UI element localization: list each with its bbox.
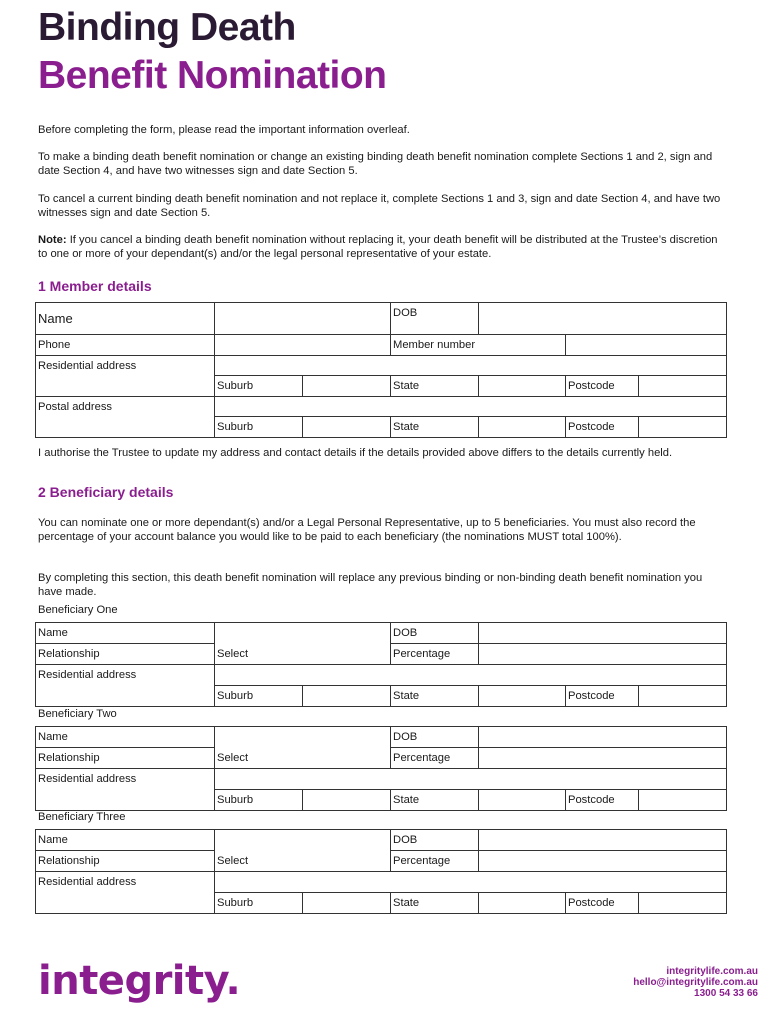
- beneficiary-two-residential-field[interactable]: [215, 769, 727, 790]
- beneficiary-one-table: [35, 622, 727, 707]
- beneficiary-two-percentage-field[interactable]: [479, 748, 727, 769]
- intro-paragraph-1: Before completing the form, please read the important information overleaf.: [38, 124, 410, 136]
- website-link[interactable]: integritylife.com.au: [666, 966, 758, 977]
- beneficiary-one-residential-label: Residential address: [36, 665, 215, 686]
- member-name-label: Name: [36, 303, 215, 335]
- authorise-text: I authorise the Trustee to update my address and contact details if the details provided above differs to the details currently held.: [38, 447, 673, 459]
- beneficiary-one-state-label: State: [391, 686, 479, 707]
- beneficiary-two-dob-label: DOB: [391, 727, 479, 748]
- residential-state-field[interactable]: [479, 376, 566, 397]
- postal-suburb-label: Suburb: [215, 417, 303, 438]
- beneficiary-three-dob-label: DOB: [391, 830, 479, 851]
- residential-postcode-field[interactable]: [639, 376, 727, 397]
- postal-suburb-field[interactable]: [303, 417, 391, 438]
- integrity-logo: integrity.: [38, 958, 241, 1004]
- section2-heading: 2 Beneficiary details: [38, 484, 174, 500]
- section1-heading: 1 Member details: [38, 278, 152, 294]
- beneficiary-two-relationship-label: Relationship: [36, 748, 215, 769]
- beneficiary-two-postcode-field[interactable]: [639, 790, 727, 811]
- beneficiary-one-residential-field[interactable]: [215, 665, 727, 686]
- postal-address-label: Postal address: [36, 397, 215, 417]
- intro-paragraph-2: To make a binding death benefit nomination or change an existing binding death benefit nomination complete Sections 1 and 2, sign and date Section 4, and have two witnesses sign and date Section 5.: [38, 151, 713, 177]
- beneficiary-three-relationship-select[interactable]: Select: [215, 851, 391, 872]
- beneficiary-two-postcode-label: Postcode: [566, 790, 639, 811]
- contact-block: [633, 966, 758, 999]
- beneficiary-one-postcode-label: Postcode: [566, 686, 639, 707]
- beneficiary-two-dob-field[interactable]: [479, 727, 727, 748]
- member-dob-field[interactable]: [479, 303, 727, 335]
- residential-state-label: State: [391, 376, 479, 397]
- beneficiary-one-title: Beneficiary One: [38, 604, 118, 616]
- phone-number: 1300 54 33 66: [694, 988, 758, 999]
- postal-state-field[interactable]: [479, 417, 566, 438]
- email-link[interactable]: hello@integritylife.com.au: [633, 977, 758, 988]
- member-dob-label: DOB: [391, 303, 479, 335]
- beneficiary-two-residential-label: Residential address: [36, 769, 215, 790]
- title-line2: Benefit Nomination: [38, 54, 387, 97]
- beneficiary-three-percentage-label: Percentage: [391, 851, 479, 872]
- beneficiary-three-name-field[interactable]: [215, 830, 391, 851]
- beneficiary-three-suburb-label: Suburb: [215, 893, 303, 914]
- member-number-field[interactable]: [566, 335, 727, 356]
- beneficiary-three-postcode-field[interactable]: [639, 893, 727, 914]
- beneficiary-three-state-label: State: [391, 893, 479, 914]
- beneficiary-two-state-label: State: [391, 790, 479, 811]
- beneficiary-three-percentage-field[interactable]: [479, 851, 727, 872]
- beneficiary-two-table: [35, 726, 727, 811]
- beneficiary-one-relationship-label: Relationship: [36, 644, 215, 665]
- note-label: Note:: [38, 234, 67, 246]
- beneficiary-three-title: Beneficiary Three: [38, 811, 126, 823]
- title-line1: Binding Death: [38, 6, 296, 49]
- postal-postcode-field[interactable]: [639, 417, 727, 438]
- beneficiary-one-suburb-field[interactable]: [303, 686, 391, 707]
- beneficiary-three-table: [35, 829, 727, 914]
- beneficiary-one-suburb-label: Suburb: [215, 686, 303, 707]
- member-details-table: [35, 302, 727, 438]
- beneficiary-two-suburb-field[interactable]: [303, 790, 391, 811]
- beneficiary-two-relationship-select[interactable]: Select: [215, 748, 391, 769]
- beneficiary-two-name-field[interactable]: [215, 727, 391, 748]
- beneficiary-three-suburb-field[interactable]: [303, 893, 391, 914]
- beneficiary-one-relationship-select[interactable]: Select: [215, 644, 391, 665]
- member-phone-label: Phone: [36, 335, 215, 356]
- beneficiary-two-state-field[interactable]: [479, 790, 566, 811]
- residential-suburb-field[interactable]: [303, 376, 391, 397]
- beneficiary-three-residential-field[interactable]: [215, 872, 727, 893]
- member-phone-field[interactable]: [215, 335, 391, 356]
- beneficiary-one-state-field[interactable]: [479, 686, 566, 707]
- residential-address-field[interactable]: [215, 356, 727, 376]
- residential-postcode-label: Postcode: [566, 376, 639, 397]
- note-text: If you cancel a binding death benefit nomination without replacing it, your death benefit will be distributed at the Trustee’s discretion to one or more of your dependant(s) and/or the legal personal representative of your estate.: [38, 234, 718, 260]
- beneficiary-one-name-field[interactable]: [215, 623, 391, 644]
- beneficiary-one-dob-label: DOB: [391, 623, 479, 644]
- member-number-label: Member number: [391, 335, 566, 356]
- member-name-field[interactable]: [215, 303, 391, 335]
- beneficiary-three-name-label: Name: [36, 830, 215, 851]
- residential-address-label: Residential address: [36, 356, 215, 376]
- beneficiary-three-postcode-label: Postcode: [566, 893, 639, 914]
- intro-paragraph-3: To cancel a current binding death benefit nomination and not replace it, complete Sections 1 and 3, sign and date Section 4, and have two witnesses sign and date Section 5.: [38, 193, 721, 219]
- beneficiary-two-name-label: Name: [36, 727, 215, 748]
- beneficiary-three-relationship-label: Relationship: [36, 851, 215, 872]
- postal-address-field[interactable]: [215, 397, 727, 417]
- section2-paragraph-1: You can nominate one or more dependant(s) and/or a Legal Personal Representative, up to 5 beneficiaries. You must also record the percentage of your account balance you would like to be paid to each beneficiary (the nominations MUST total 100%).: [38, 517, 696, 543]
- beneficiary-three-residential-label: Residential address: [36, 872, 215, 893]
- beneficiary-one-postcode-field[interactable]: [639, 686, 727, 707]
- residential-suburb-label: Suburb: [215, 376, 303, 397]
- beneficiary-three-state-field[interactable]: [479, 893, 566, 914]
- postal-postcode-label: Postcode: [566, 417, 639, 438]
- section2-paragraph-2: By completing this section, this death benefit nomination will replace any previous binding or non-binding death benefit nomination you have made.: [38, 572, 703, 598]
- intro-note: [38, 233, 728, 261]
- beneficiary-three-dob-field[interactable]: [479, 830, 727, 851]
- beneficiary-two-suburb-label: Suburb: [215, 790, 303, 811]
- beneficiary-one-dob-field[interactable]: [479, 623, 727, 644]
- beneficiary-two-percentage-label: Percentage: [391, 748, 479, 769]
- beneficiary-one-percentage-field[interactable]: [479, 644, 727, 665]
- beneficiary-one-name-label: Name: [36, 623, 215, 644]
- beneficiary-two-title: Beneficiary Two: [38, 708, 117, 720]
- beneficiary-one-percentage-label: Percentage: [391, 644, 479, 665]
- postal-state-label: State: [391, 417, 479, 438]
